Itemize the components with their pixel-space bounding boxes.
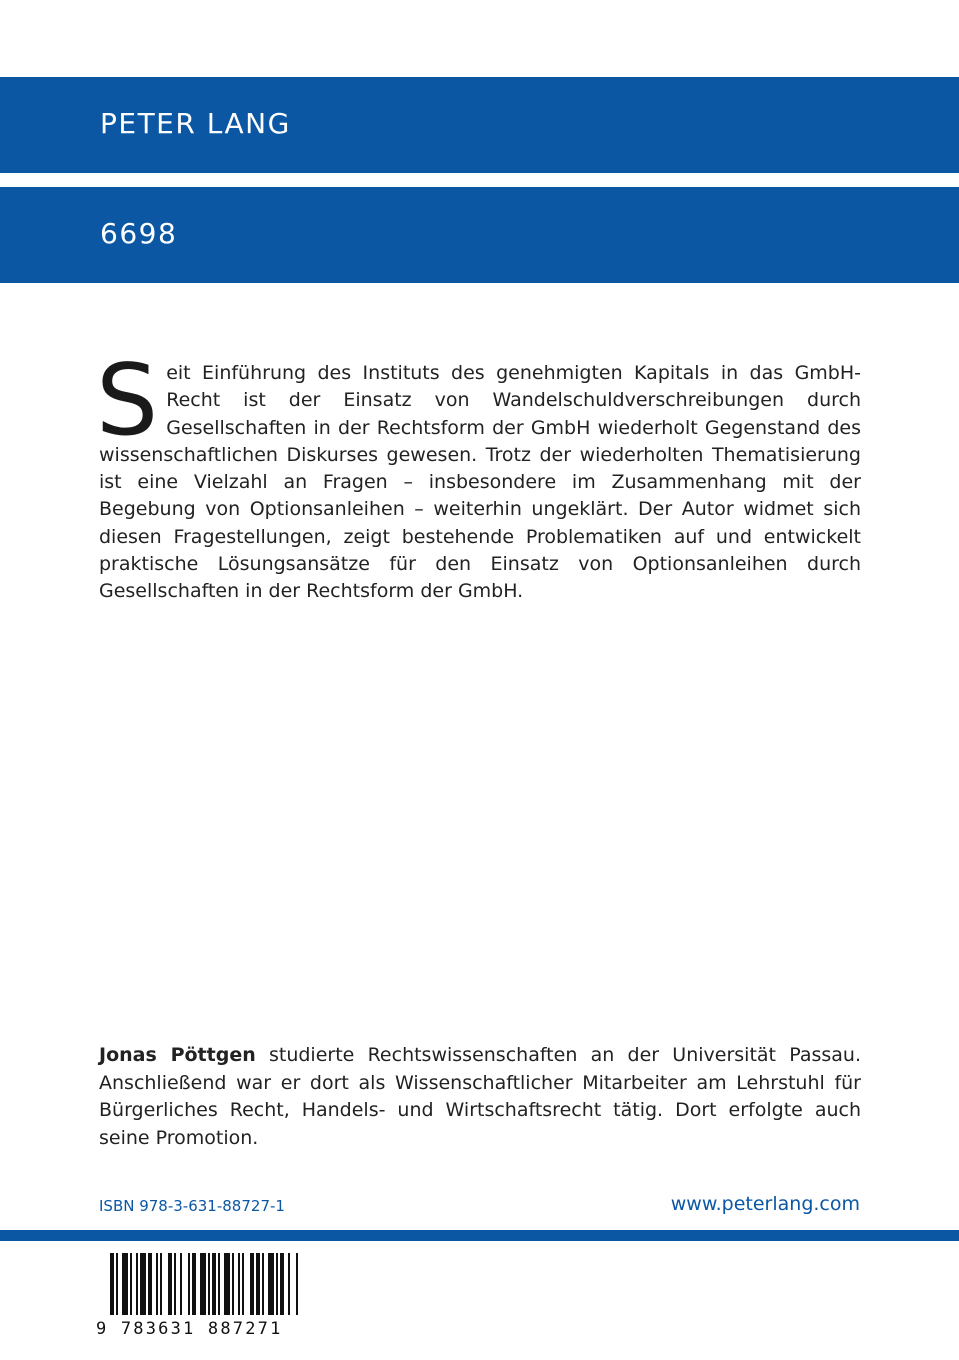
isbn: ISBN 978-3-631-88727-1 bbox=[99, 1197, 285, 1215]
barcode-bar bbox=[238, 1253, 240, 1315]
barcode-bar bbox=[110, 1253, 114, 1315]
barcode-bar bbox=[276, 1253, 278, 1315]
barcode-bar bbox=[140, 1253, 146, 1315]
barcode-bars bbox=[96, 1253, 304, 1319]
barcode-bar bbox=[148, 1253, 152, 1315]
barcode-bar bbox=[262, 1253, 264, 1315]
drop-cap: S bbox=[96, 344, 159, 458]
barcode bbox=[96, 1253, 304, 1345]
barcode-bar bbox=[122, 1253, 128, 1315]
blurb-text: eit Einführung des Instituts des genehmigten Kapitals in das GmbH-Recht ist der Einsatz von Wandelschuldverschreibungen durch Gesellschaften in der Rechtsform der GmbH wiederholt Gegenstand des wissenschaftlichen Diskurses gewesen. Trotz der wiederholten Thematisierung ist eine Vielzahl an Fragen – insbesondere im Zusammenhang mit der Begebung von Optionsanleihen – weiterhin ungeklärt. Der Autor widmet sich diesen Fragestellungen, zeigt bestehende Problematiken auf und entwickelt praktische Lösungsansätze für den Einsatz von Optionsanleihen durch Gesellschaften in der Rechtsform der GmbH. bbox=[99, 362, 861, 603]
barcode-bar bbox=[168, 1253, 172, 1315]
author-name: Jonas Pöttgen bbox=[99, 1044, 256, 1066]
barcode-bar bbox=[160, 1253, 162, 1315]
barcode-bar bbox=[280, 1253, 284, 1315]
author-bio bbox=[99, 1042, 861, 1152]
barcode-bar bbox=[156, 1253, 158, 1315]
author-bio-text: studierte Rechtswissenschaften an der Universität Passau. Anschließend war er dort als Wissenschaftlicher Mitarbeiter am Lehrstuhl für Bürgerliches Recht, Handels- und Wirtschaftsrecht tätig. Dort erfolgte auch seine Promotion. bbox=[99, 1044, 861, 1149]
barcode-bar bbox=[296, 1253, 298, 1315]
barcode-bar bbox=[192, 1253, 196, 1315]
barcode-bar bbox=[224, 1253, 230, 1315]
barcode-bar bbox=[208, 1253, 210, 1315]
barcode-bar bbox=[218, 1253, 220, 1315]
series-number: 6698 bbox=[100, 217, 178, 250]
barcode-bar bbox=[288, 1253, 290, 1315]
barcode-bar bbox=[268, 1253, 274, 1315]
barcode-bar bbox=[200, 1253, 206, 1315]
series-band bbox=[0, 187, 959, 283]
barcode-bar bbox=[116, 1253, 118, 1315]
publisher-website[interactable]: www.peterlang.com bbox=[670, 1193, 860, 1215]
barcode-bar bbox=[130, 1253, 132, 1315]
barcode-bar bbox=[180, 1253, 182, 1315]
barcode-bar bbox=[188, 1253, 190, 1315]
barcode-digits: 9 783631 887271 bbox=[96, 1319, 283, 1339]
barcode-bar bbox=[174, 1253, 176, 1315]
barcode-bar bbox=[232, 1253, 234, 1315]
bottom-band bbox=[0, 1230, 959, 1241]
barcode-bar bbox=[212, 1253, 216, 1315]
book-blurb bbox=[96, 344, 861, 606]
barcode-bar bbox=[136, 1253, 138, 1315]
publisher-band bbox=[0, 77, 959, 173]
publisher-name: PETER LANG bbox=[100, 107, 291, 140]
barcode-bar bbox=[242, 1253, 244, 1315]
barcode-bar bbox=[250, 1253, 254, 1315]
barcode-bar bbox=[256, 1253, 260, 1315]
